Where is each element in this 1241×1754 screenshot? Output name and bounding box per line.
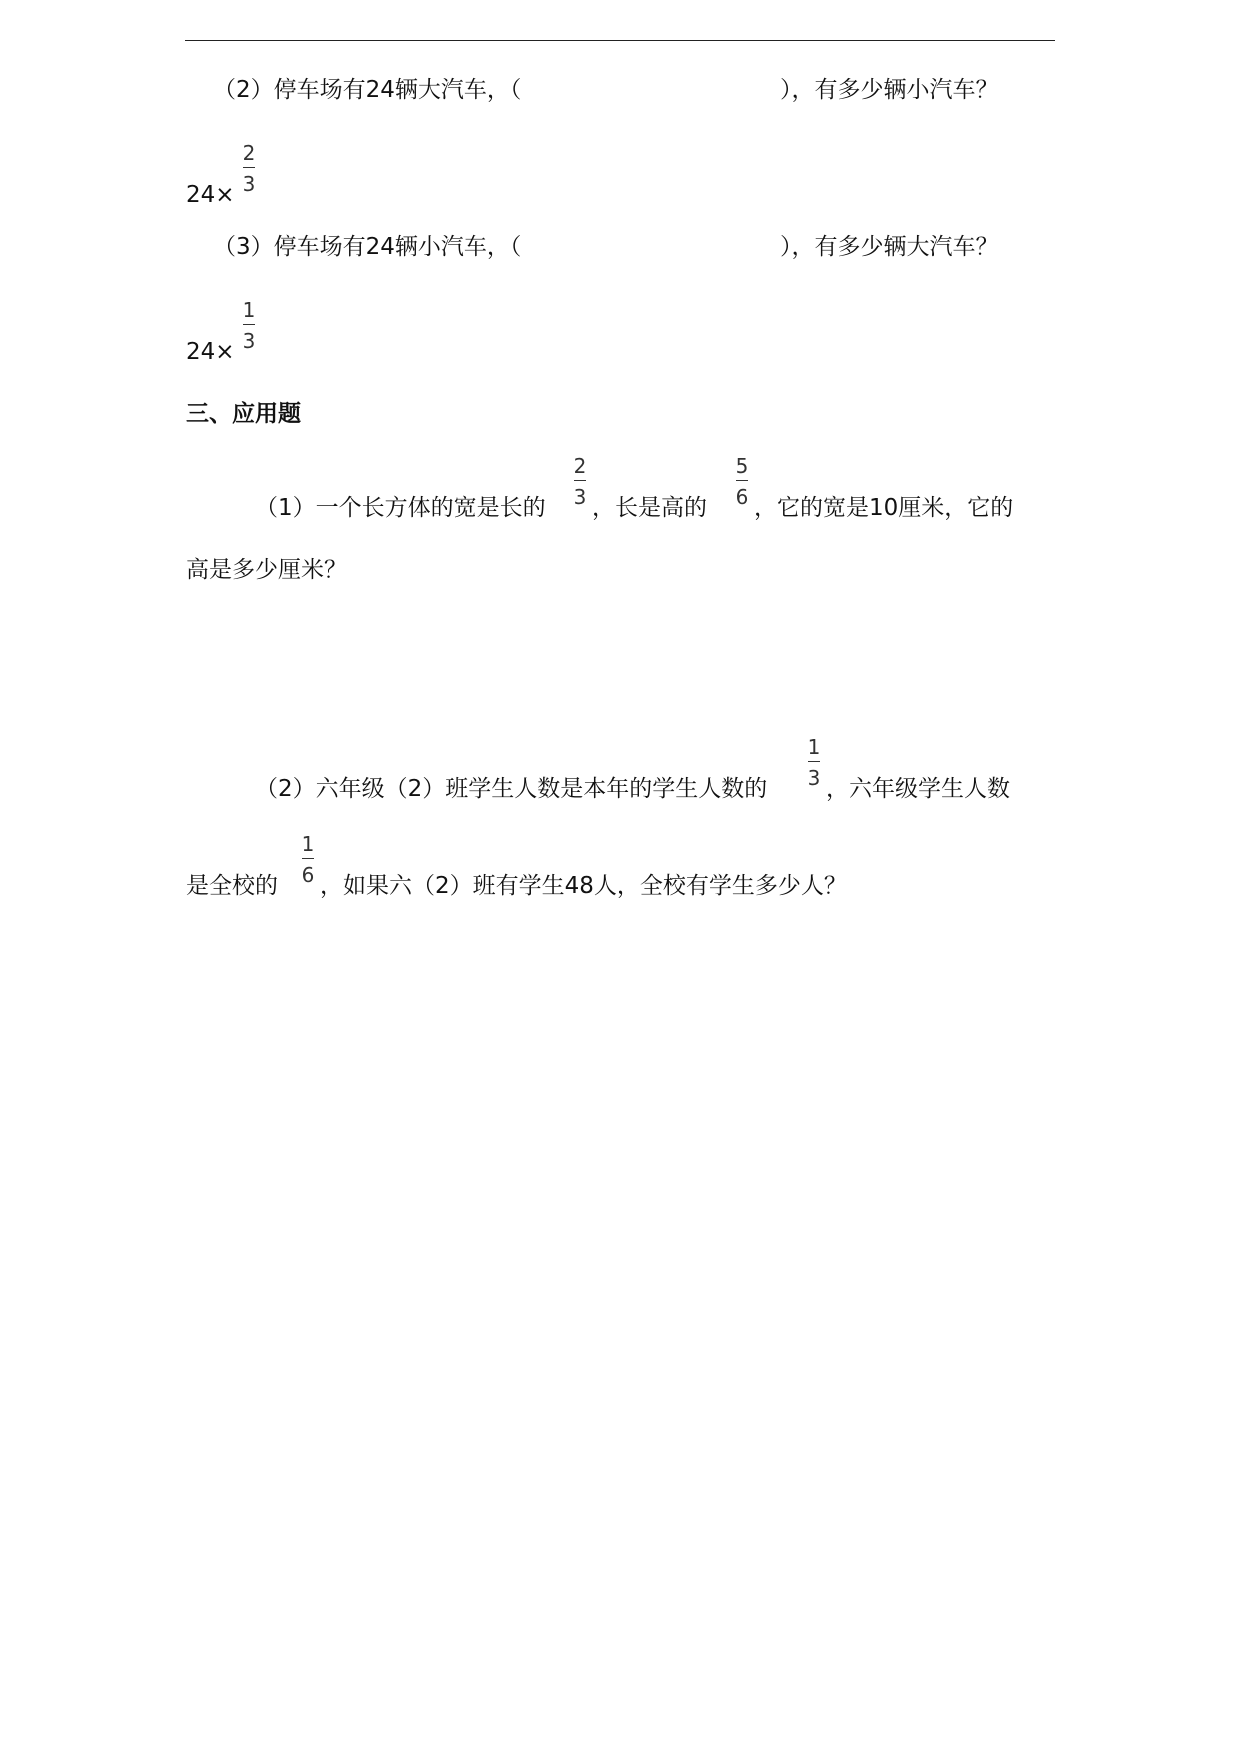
question-3-suffix-line — [780, 233, 999, 261]
question-3-fraction — [241, 299, 257, 352]
fraction-numerator: 2 — [242, 141, 256, 165]
fraction-denominator: 6 — [301, 863, 315, 887]
problem-1-line1-a: （1）一个长方体的宽是长的 — [255, 495, 546, 521]
expression-prefix: 24× — [186, 339, 235, 365]
fraction-numerator: 1 — [301, 832, 315, 856]
problem-2-line1-a: （2）六年级（2）班学生人数是本年的学生人数的 — [255, 776, 768, 802]
problem-2-fraction-2 — [300, 833, 316, 886]
problem-1-line2: 高是多少厘米？ — [186, 557, 347, 583]
fraction-numerator: 5 — [735, 454, 749, 478]
problem-1-fraction-2 — [734, 455, 750, 508]
fraction-denominator: 3 — [242, 172, 256, 196]
fraction-denominator: 3 — [807, 766, 821, 790]
page-header-rule — [185, 40, 1055, 41]
question-3-text — [213, 233, 521, 261]
fraction-bar — [808, 761, 820, 762]
question-3-suffix: ），有多少辆大汽车？ — [780, 234, 999, 260]
problem-2-line2-a: 是全校的 — [186, 873, 278, 899]
question-3-prefix: （3）停车场有24辆小汽车，（ — [213, 234, 522, 260]
fraction-bar — [302, 858, 314, 859]
question-3-expression — [186, 338, 235, 366]
fraction-bar — [243, 167, 255, 168]
problem-1-line1-c: ，它的宽是10厘米，它的 — [754, 495, 1014, 521]
problem-2-line2-b: ，如果六（2）班有学生48人，全校有学生多少人？ — [320, 873, 847, 899]
problem-2-line1-b: ，六年级学生人数 — [826, 776, 1010, 802]
question-2-expression — [186, 181, 235, 209]
question-2-suffix: ），有多少辆小汽车？ — [780, 77, 999, 103]
problem-1-line1-b: ，长是高的 — [592, 495, 707, 521]
question-2-suffix-line — [780, 76, 999, 104]
problem-1-fraction-1 — [572, 455, 588, 508]
fraction-bar — [243, 324, 255, 325]
question-2-text — [213, 76, 521, 104]
fraction-denominator: 3 — [573, 485, 587, 509]
question-2-fraction — [241, 142, 257, 195]
problem-2-fraction-1 — [806, 736, 822, 789]
fraction-denominator: 6 — [735, 485, 749, 509]
fraction-numerator: 2 — [573, 454, 587, 478]
fraction-numerator: 1 — [807, 735, 821, 759]
fraction-numerator: 1 — [242, 298, 256, 322]
fraction-bar — [736, 480, 748, 481]
question-2-prefix: （2）停车场有24辆大汽车，（ — [213, 77, 522, 103]
expression-prefix: 24× — [186, 182, 235, 208]
fraction-bar — [574, 480, 586, 481]
section-title: 三、应用题 — [186, 401, 301, 427]
fraction-denominator: 3 — [242, 329, 256, 353]
